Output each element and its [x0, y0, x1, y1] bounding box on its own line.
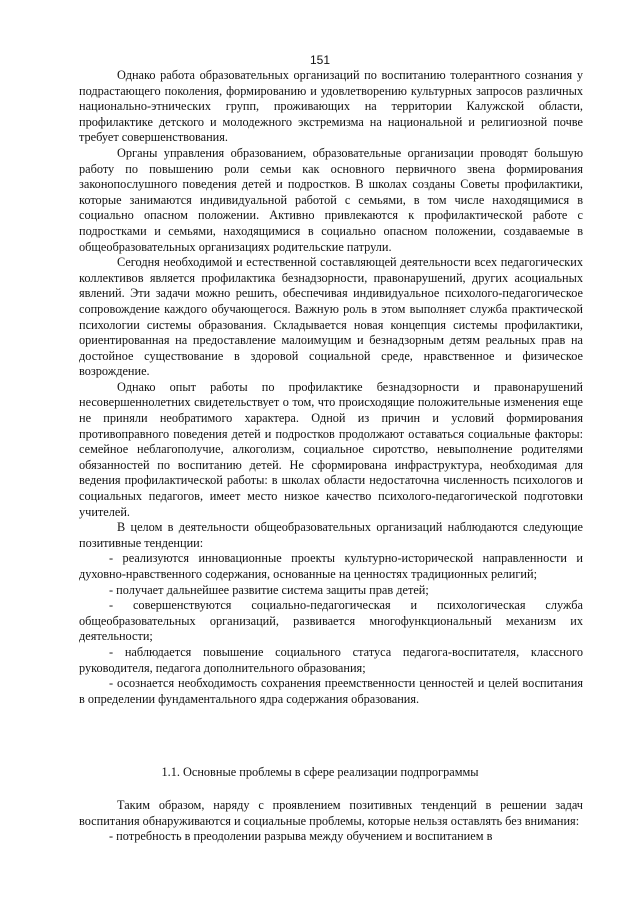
paragraph: Органы управления образованием, образовательные организации проводят большую работу по повышению роли семьи как основного первичного звена формирования законопослушного поведения детей и подростков. В школах созданы Советы профилактики, которые занимаются индивидуальной работой с семьями, в том числе находящимися в социально опасном положении. Активно привлекаются к профилактической работе с подростками и семьями, находящимися в социально опасном положении, создаваемые в общеобразовательных организациях родительские патрули. [79, 145, 583, 254]
page-number: 151 [309, 53, 331, 67]
list-item: - совершенствуются социально-педагогическая и психологическая служба общеобразовательных организаций, развивается многофункциональный механизм их деятельности; [79, 598, 583, 644]
list-item: - получает дальнейшее развитие система защиты прав детей; [109, 582, 429, 597]
list-item: - реализуются инновационные проекты культурно-исторической направленности и духовно-нравственного содержания, основанные на ценностях традиционных религий; [79, 551, 583, 581]
list-item: - потребность в преодолении разрыва между обучением и воспитанием в [109, 829, 493, 844]
paragraph: В целом в деятельности общеобразовательных организаций наблюдаются следующие позитивные тенденции: [79, 520, 583, 550]
paragraph: Однако работа образовательных организаций по воспитанию толерантного сознания у подрастающего поколения, формированию и удовлетворению культурных запросов различных национально-этнических групп, проживающих на территории Калужской области, профилактике детского и молодежного экстремизма на национальной и религиозной почве требует совершенствования. [79, 68, 583, 145]
list-item: - осознается необходимость сохранения преемственности ценностей и целей воспитания в определении фундаментального ядра содержания образования. [79, 676, 583, 706]
paragraph: Однако опыт работы по профилактике безнадзорности и правонарушений несовершеннолетних свидетельствует о том, что происходящие положительные изменения еще не приняли необратимого характера. Одной из причин и условий формирования противоправного поведения детей и подростков продолжают оставаться социальные факторы: семейное неблагополучие, алкоголизм, социальное сиротство, невыполнение родителями обязанностей по воспитанию детей. Не сформирована инфраструктура, необходимая для ведения профилактической работы: в школах области недостаточна численность психологов и социальных педагогов, имеет место низкое качество психолого-педагогической подготовки учителей. [79, 379, 583, 519]
paragraph: Сегодня необходимой и естественной составляющей деятельности всех педагогических коллективов является профилактика безнадзорности, правонарушений, других асоциальных явлений. Эти задачи можно решить, обеспечивая индивидуальное психолого-педагогическое сопровождение каждого обучающегося. Важную роль в этом выполняет служба практической психологии системы образования. Складывается новая концепция системы профилактики, ориентированная на предоставление малоимущим и безнадзорным детям реальных прав на достойное существование в здоровой социальной среде, нравственное и физическое возрождение. [79, 255, 583, 379]
paragraph: Таким образом, наряду с проявлением позитивных тенденций в решении задач воспитания обнаруживаются и социальные проблемы, которые нельзя оставлять без внимания: [79, 798, 583, 828]
list-item: - наблюдается повышение социального статуса педагога-воспитателя, классного руководителя, педагога дополнительного образования; [79, 644, 583, 675]
section-heading: 1.1. Основные проблемы в сфере реализации подпрограммы [161, 765, 479, 779]
section-text [79, 798, 583, 845]
main-text [79, 68, 583, 707]
